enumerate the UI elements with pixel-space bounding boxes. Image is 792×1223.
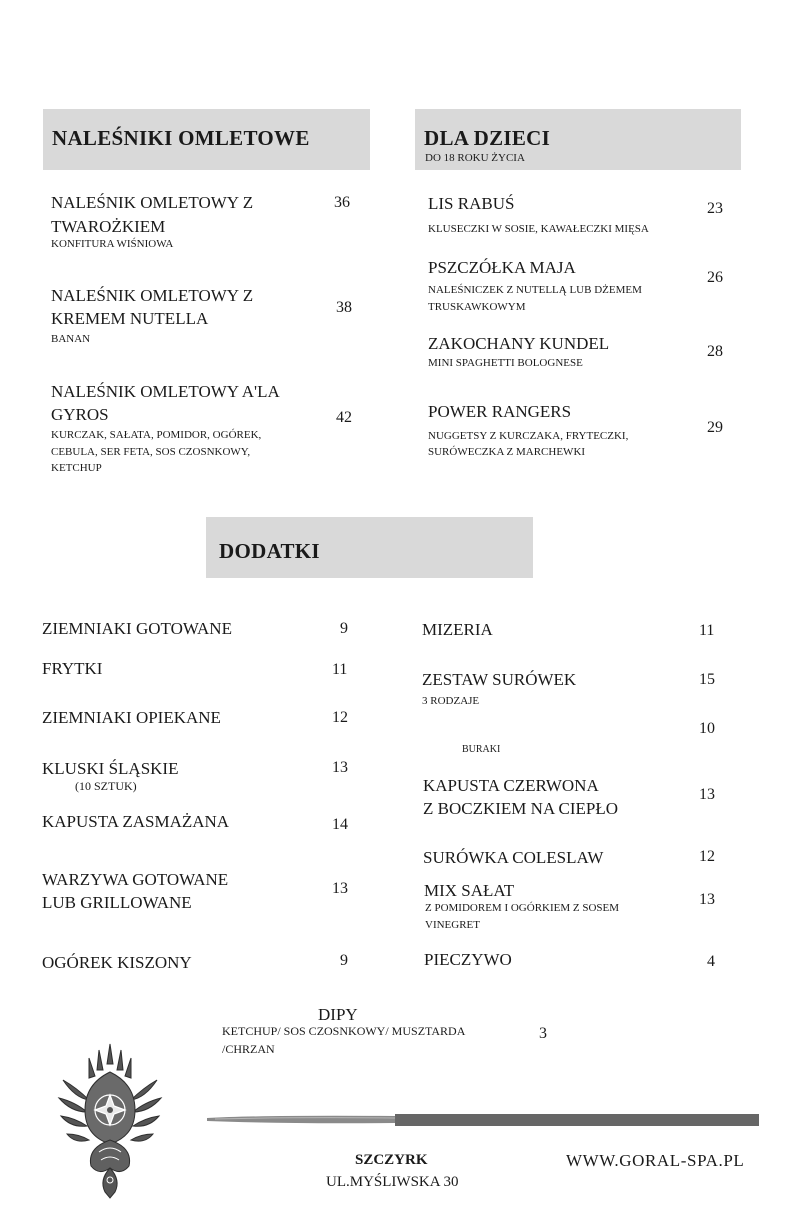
dipy-description: /CHRZAN (222, 1042, 275, 1056)
menu-item-name: SURÓWKA COLESLAW (423, 848, 604, 867)
menu-item-description: SURÓWECZKA Z MARCHEWKI (428, 446, 586, 458)
menu-item-price: 42 (336, 409, 352, 426)
menu-item-price: 9 (340, 620, 348, 637)
menu-item-name: POWER RANGERS (428, 402, 572, 421)
footer-brush-rule (205, 1112, 761, 1128)
menu-item-name: NALEŚNIK OMLETOWY Z (51, 286, 254, 305)
menu-item-name: FRYTKI (42, 659, 103, 678)
menu-item-description: NUGGETSY Z KURCZAKA, FRYTECZKI, (428, 430, 629, 442)
dzieci-section-title: DLA DZIECI (424, 126, 551, 150)
menu-item-name: WARZYWA GOTOWANE (42, 870, 229, 889)
menu-item-name: Z BOCZKIEM NA CIEPŁO (423, 799, 619, 818)
menu-item-price: 23 (707, 200, 723, 217)
menu-item-name: NALEŚNIK OMLETOWY Z (51, 193, 254, 212)
menu-item-description: NALEŚNICZEK Z NUTELLĄ LUB DŻEMEM (428, 284, 642, 296)
menu-item-price: 11 (699, 622, 715, 639)
menu-item-name: ZIEMNIAKI GOTOWANE (42, 619, 232, 638)
menu-item-price: 26 (707, 269, 723, 286)
menu-item-name: KLUSKI ŚLĄSKIE (42, 759, 179, 778)
menu-item-description: BURAKI (462, 744, 501, 755)
menu-item-price: 28 (707, 343, 723, 360)
menu-item-name: MIZERIA (422, 620, 493, 639)
menu-item-price: 4 (707, 953, 715, 970)
menu-item-name: ZAKOCHANY KUNDEL (428, 334, 610, 353)
menu-item-name: ZIEMNIAKI OPIEKANE (42, 708, 221, 727)
dodatki-section-title: DODATKI (219, 539, 320, 563)
menu-item-price: 38 (336, 299, 352, 316)
menu-item-name: PSZCZÓŁKA MAJA (428, 258, 576, 277)
menu-item-name: TWAROŻKIEM (51, 217, 166, 236)
menu-item-price: 29 (707, 419, 723, 436)
menu-item-price: 11 (332, 661, 348, 678)
menu-item-price: 13 (699, 891, 715, 908)
menu-item-name: LUB GRILLOWANE (42, 893, 192, 912)
menu-item-description: KETCHUP (51, 462, 102, 474)
menu-item-description: (10 SZTUK) (75, 779, 137, 793)
dzieci-section-subtitle: DO 18 ROKU ŻYCIA (425, 152, 525, 164)
menu-item-description: KLUSECZKI W SOSIE, KAWAŁECZKI MIĘSA (428, 223, 649, 235)
menu-item-price: 10 (699, 720, 715, 737)
goral-parzenica-ornament-icon (55, 1040, 165, 1200)
menu-item-name: KAPUSTA CZERWONA (423, 776, 599, 795)
menu-item-description: KONFITURA WIŚNIOWA (51, 238, 174, 250)
menu-item-description: TRUSKAWKOWYM (428, 301, 526, 313)
menu-item-name: PIECZYWO (424, 950, 512, 969)
menu-item-description: KURCZAK, SAŁATA, POMIDOR, OGÓREK, (51, 429, 262, 441)
nalesniki-section-title: NALEŚNIKI OMLETOWE (52, 126, 310, 150)
menu-item-name: NALEŚNIK OMLETOWY A'LA (51, 382, 280, 401)
menu-item-name: LIS RABUŚ (428, 194, 515, 213)
menu-item-description: MINI SPAGHETTI BOLOGNESE (428, 357, 583, 369)
menu-item-price: 13 (699, 786, 715, 803)
dipy-title: DIPY (318, 1005, 358, 1024)
menu-item-price: 14 (332, 816, 348, 833)
dipy-description: KETCHUP/ SOS CZOSNKOWY/ MUSZTARDA (222, 1024, 466, 1038)
menu-item-description: CEBULA, SER FETA, SOS CZOSNKOWY, (51, 446, 251, 458)
menu-item-description: 3 RODZAJE (422, 695, 480, 707)
menu-item-price: 9 (340, 952, 348, 969)
menu-item-description: BANAN (51, 333, 91, 345)
footer-website-link[interactable]: WWW.GORAL-SPA.PL (566, 1151, 745, 1170)
menu-item-price: 12 (699, 848, 715, 865)
menu-item-price: 13 (332, 759, 348, 776)
menu-item-name: ZESTAW SURÓWEK (422, 670, 577, 689)
menu-item-name: KAPUSTA ZASMAŻANA (42, 812, 230, 831)
menu-item-name: GYROS (51, 405, 109, 424)
menu-item-price: 13 (332, 880, 348, 897)
menu-item-name: OGÓREK KISZONY (42, 953, 192, 972)
menu-item-description: Z POMIDOREM I OGÓRKIEM Z SOSEM (425, 902, 620, 914)
menu-item-description: VINEGRET (425, 919, 480, 931)
menu-item-price: 36 (334, 194, 350, 211)
footer-city: SZCZYRK (355, 1152, 428, 1168)
footer-street: UL.MYŚLIWSKA 30 (326, 1174, 459, 1190)
menu-item-name: KREMEM NUTELLA (51, 309, 209, 328)
menu-item-name: MIX SAŁAT (424, 881, 515, 900)
dipy-price: 3 (539, 1025, 547, 1042)
menu-item-price: 15 (699, 671, 715, 688)
menu-item-price: 12 (332, 709, 348, 726)
